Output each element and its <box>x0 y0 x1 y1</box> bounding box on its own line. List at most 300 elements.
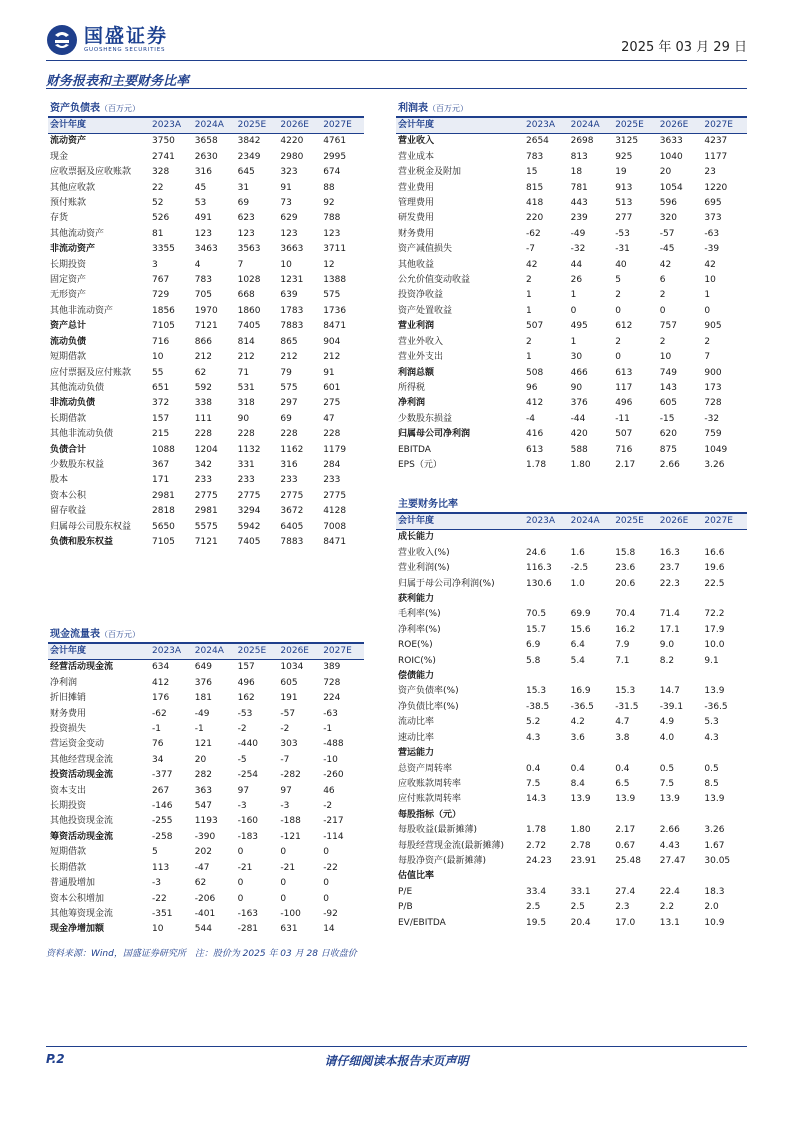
value-cell: -217 <box>323 816 344 827</box>
value-cell: 0 <box>237 893 244 904</box>
value-cell: -49 <box>570 228 586 239</box>
table-row <box>48 707 364 722</box>
value-cell: 2981 <box>194 506 218 517</box>
table-header-row <box>48 644 364 660</box>
value-cell: 575 <box>280 382 298 393</box>
value-cell: 14.3 <box>526 794 547 805</box>
row-label: 长期借款 <box>50 862 87 873</box>
table-row <box>396 150 747 165</box>
value-cell: 2.5 <box>526 902 541 913</box>
value-cell: 9.1 <box>704 655 719 666</box>
value-cell: 69.9 <box>570 609 591 620</box>
value-cell: 111 <box>194 413 212 424</box>
value-cell: 728 <box>323 677 341 688</box>
value-cell: 233 <box>194 475 212 486</box>
value-cell: 13.9 <box>615 794 636 805</box>
value-cell: 1388 <box>323 275 347 286</box>
value-cell: 2.17 <box>615 459 636 470</box>
value-cell <box>613 808 658 823</box>
value-cell: -5 <box>237 754 247 765</box>
row-label: 普通股增加 <box>50 878 96 889</box>
row-label: 营业成本 <box>398 151 435 162</box>
value-cell: 7121 <box>194 321 218 332</box>
value-cell: 0 <box>323 847 329 858</box>
value-cell: 2349 <box>237 151 261 162</box>
value-cell: 97 <box>280 785 292 796</box>
value-cell: 228 <box>280 429 298 440</box>
table-row <box>396 638 747 653</box>
value-cell: 814 <box>237 336 255 347</box>
income-statement-table <box>396 117 747 473</box>
table-row <box>48 876 364 891</box>
value-cell: 1856 <box>152 305 175 316</box>
value-cell: 507 <box>526 321 544 332</box>
value-cell <box>569 669 614 684</box>
value-cell <box>658 808 703 823</box>
row-label: 每股净资产(最新摊薄) <box>398 855 487 866</box>
value-cell: -44 <box>570 413 586 424</box>
value-cell: -49 <box>194 708 210 719</box>
value-cell <box>658 669 703 684</box>
value-cell: -21 <box>237 862 253 873</box>
value-cell: 2981 <box>152 490 175 501</box>
table-row <box>48 211 364 226</box>
value-cell: 323 <box>280 167 298 178</box>
value-cell: 1220 <box>704 182 728 193</box>
value-cell: 1.0 <box>570 578 585 589</box>
row-label: 获利能力 <box>398 594 435 605</box>
value-cell: 2.17 <box>615 825 636 836</box>
row-label: 固定资产 <box>50 275 87 286</box>
value-cell <box>702 530 747 546</box>
header-year-cell: 2027E <box>702 514 747 530</box>
value-cell: 2775 <box>237 490 261 501</box>
table-row <box>396 319 747 334</box>
header-year-cell: 2023A <box>150 118 193 134</box>
value-cell <box>702 746 747 761</box>
table-row <box>396 258 747 273</box>
row-label: 所得税 <box>398 382 426 393</box>
value-cell <box>658 592 703 607</box>
value-cell: 2.3 <box>615 902 630 913</box>
value-cell: 0 <box>615 305 621 316</box>
value-cell: 117 <box>615 382 633 393</box>
value-cell: 2654 <box>526 136 549 147</box>
value-cell: 588 <box>570 444 588 455</box>
value-cell: 728 <box>704 398 722 409</box>
value-cell: -121 <box>280 831 301 842</box>
value-cell <box>658 869 703 884</box>
header-year-cell: 2026E <box>278 644 321 660</box>
value-cell: -401 <box>194 908 216 919</box>
value-cell: 3.6 <box>570 732 585 743</box>
value-cell: 783 <box>526 151 544 162</box>
value-cell: 2995 <box>323 151 347 162</box>
value-cell: 2 <box>704 336 711 347</box>
value-cell: -2 <box>280 724 290 735</box>
value-cell: 5 <box>152 847 158 858</box>
row-label: 偿债能力 <box>398 671 435 682</box>
value-cell: 1.67 <box>704 840 725 851</box>
value-cell: -47 <box>194 862 210 873</box>
row-label: 其他筹资现金流 <box>50 908 114 919</box>
table-header-row <box>396 118 747 134</box>
value-cell: 162 <box>237 693 255 704</box>
value-cell: -377 <box>152 770 173 781</box>
table-row <box>396 458 747 473</box>
value-cell <box>569 808 614 823</box>
value-cell: 2980 <box>280 151 304 162</box>
value-cell: 2.0 <box>704 902 719 913</box>
header-year-cell: 2025E <box>236 118 279 134</box>
value-cell: 297 <box>280 398 298 409</box>
value-cell: 0 <box>704 305 711 316</box>
value-cell: 27.47 <box>659 855 686 866</box>
value-cell: 233 <box>237 475 255 486</box>
ratios-table <box>396 513 747 931</box>
value-cell: 1162 <box>280 444 304 455</box>
value-cell: 53 <box>194 198 207 209</box>
value-cell: 601 <box>323 382 341 393</box>
value-cell: 90 <box>237 413 250 424</box>
header-fiscal-year: 会计年度 <box>396 514 524 530</box>
value-cell: 23 <box>704 167 716 178</box>
value-cell: 491 <box>194 213 212 224</box>
value-cell: 3355 <box>152 244 175 255</box>
table-row <box>396 654 747 669</box>
value-cell: 6405 <box>280 521 304 532</box>
value-cell: 173 <box>704 382 722 393</box>
cash-flow-table <box>48 643 364 938</box>
value-cell: 228 <box>323 429 341 440</box>
value-cell: -4 <box>526 413 535 424</box>
value-cell: 2.66 <box>659 459 680 470</box>
value-cell: 767 <box>152 275 170 286</box>
row-label: 财务费用 <box>398 228 435 239</box>
row-label: 每股收益(最新摊薄) <box>398 825 478 836</box>
value-cell: 1179 <box>323 444 347 455</box>
value-cell: 7 <box>237 259 244 270</box>
row-label: 营业利润 <box>398 321 435 332</box>
value-cell: 1034 <box>280 662 304 673</box>
value-cell: 2 <box>615 290 621 301</box>
header-divider <box>46 60 747 61</box>
value-cell: 3294 <box>237 506 261 517</box>
value-cell: 783 <box>194 275 212 286</box>
value-cell: -2 <box>237 724 247 735</box>
value-cell: 20.6 <box>615 578 636 589</box>
value-cell: 634 <box>152 662 170 673</box>
value-cell: -146 <box>152 801 173 812</box>
table-row <box>48 922 364 937</box>
value-cell: 10 <box>280 259 292 270</box>
value-cell: 113 <box>152 862 170 873</box>
row-label: 其他收益 <box>398 259 435 270</box>
value-cell: 73 <box>280 198 292 209</box>
value-cell: 15.7 <box>526 624 547 635</box>
value-cell: 1860 <box>237 305 261 316</box>
value-cell: -3 <box>152 878 161 889</box>
header-year-cell: 2026E <box>278 118 321 134</box>
value-cell: -63 <box>323 708 338 719</box>
value-cell: -281 <box>237 924 259 935</box>
header-year-cell: 2023A <box>524 118 569 134</box>
value-cell: 813 <box>570 151 588 162</box>
table-row <box>48 366 364 381</box>
row-label: EV/EBITDA <box>398 917 446 928</box>
table-row <box>48 784 364 799</box>
header-year-cell: 2024A <box>193 118 236 134</box>
table-row <box>396 885 747 900</box>
value-cell: 1.78 <box>526 459 547 470</box>
table-row <box>396 839 747 854</box>
section-title: 财务报表和主要财务比率 <box>46 74 190 89</box>
value-cell: -21 <box>280 862 296 873</box>
row-label: 其他应收款 <box>50 182 96 193</box>
row-label: 无形资产 <box>50 290 87 301</box>
value-cell: 97 <box>237 785 250 796</box>
value-cell: 0.5 <box>659 763 675 774</box>
value-cell: 275 <box>323 398 341 409</box>
value-cell: 674 <box>323 167 341 178</box>
value-cell: 19.6 <box>704 563 725 574</box>
value-cell: 2775 <box>194 490 218 501</box>
value-cell: 69 <box>280 413 292 424</box>
value-cell: 202 <box>194 847 212 858</box>
page-number: P.2 <box>46 1052 65 1066</box>
row-label: 短期借款 <box>50 847 87 858</box>
value-cell: 865 <box>280 336 298 347</box>
value-cell: 900 <box>704 367 722 378</box>
value-cell: 212 <box>280 352 298 363</box>
row-label: 归属母公司股东权益 <box>50 521 132 532</box>
value-cell: 24.23 <box>526 855 552 866</box>
value-cell: 215 <box>152 429 170 440</box>
value-cell: 181 <box>194 693 212 704</box>
row-label: 总资产周转率 <box>398 763 453 774</box>
table-row <box>48 722 364 737</box>
value-cell: 342 <box>194 459 212 470</box>
value-cell: 507 <box>615 429 633 440</box>
value-cell: 91 <box>280 182 292 193</box>
value-cell: 176 <box>152 693 170 704</box>
value-cell: -10 <box>323 754 338 765</box>
row-label: EBITDA <box>398 444 431 455</box>
value-cell: -57 <box>659 228 675 239</box>
value-cell: 925 <box>615 151 633 162</box>
value-cell: 34 <box>152 754 164 765</box>
value-cell: 7121 <box>194 536 218 547</box>
value-cell: 1040 <box>659 151 683 162</box>
value-cell: 277 <box>615 213 633 224</box>
income-statement-unit: （百万元） <box>428 104 468 113</box>
header-year-cell: 2027E <box>321 118 364 134</box>
row-label: 每股经营现金流(最新摊薄) <box>398 840 505 851</box>
value-cell: -390 <box>194 831 216 842</box>
row-label: 净利润 <box>398 398 426 409</box>
value-cell: 668 <box>237 290 255 301</box>
row-label: 资产总计 <box>50 321 87 332</box>
table-row <box>48 520 364 535</box>
value-cell: 13.9 <box>704 794 725 805</box>
table-row <box>396 530 747 546</box>
value-cell: 71.4 <box>659 609 680 620</box>
row-label: 速动比率 <box>398 732 435 743</box>
value-cell: 4.0 <box>659 732 675 743</box>
value-cell: 1177 <box>704 151 728 162</box>
value-cell: 7.1 <box>615 655 630 666</box>
table-row <box>48 412 364 427</box>
value-cell: 31 <box>237 182 250 193</box>
row-label: 负债和股东权益 <box>50 536 114 547</box>
table-row <box>396 684 747 699</box>
value-cell: 5.8 <box>526 655 541 666</box>
value-cell: 705 <box>194 290 212 301</box>
row-label: 每股指标（元） <box>398 809 462 820</box>
value-cell: -15 <box>659 413 675 424</box>
value-cell: 2698 <box>570 136 594 147</box>
value-cell: 757 <box>659 321 677 332</box>
row-label: 非流动资产 <box>50 244 96 255</box>
row-label: 其他非流动资产 <box>50 305 114 316</box>
value-cell: -258 <box>152 831 173 842</box>
value-cell: 9.0 <box>659 640 675 651</box>
value-cell: 191 <box>280 693 298 704</box>
value-cell: 4.2 <box>570 717 585 728</box>
table-row <box>396 211 747 226</box>
value-cell: 14 <box>323 924 335 935</box>
value-cell: 1 <box>570 290 577 301</box>
value-cell: 5 <box>615 275 621 286</box>
table-row <box>48 768 364 783</box>
value-cell: 13.9 <box>704 686 725 697</box>
header-year-cell: 2024A <box>569 118 614 134</box>
value-cell: -183 <box>237 831 259 842</box>
value-cell: -11 <box>615 413 630 424</box>
balance-sheet-title: 资产负债表 <box>50 103 100 114</box>
value-cell: 1132 <box>237 444 261 455</box>
value-cell: 592 <box>194 382 212 393</box>
value-cell: 20.4 <box>570 917 591 928</box>
value-cell: -351 <box>152 908 173 919</box>
value-cell: 0 <box>280 847 287 858</box>
value-cell: 1231 <box>280 275 304 286</box>
value-cell: 1.78 <box>526 825 547 836</box>
value-cell: 27.4 <box>615 886 636 897</box>
value-cell: 23.6 <box>615 563 636 574</box>
value-cell: 8471 <box>323 321 347 332</box>
value-cell: 121 <box>194 739 212 750</box>
value-cell: 22.3 <box>659 578 680 589</box>
value-cell: 15.3 <box>526 686 547 697</box>
table-row <box>48 196 364 211</box>
value-cell: 623 <box>237 213 255 224</box>
value-cell: 376 <box>570 398 588 409</box>
table-row <box>396 561 747 576</box>
value-cell: 1.80 <box>570 825 591 836</box>
value-cell: 30 <box>570 352 583 363</box>
value-cell: 5575 <box>194 521 218 532</box>
value-cell <box>569 746 614 761</box>
value-cell: -254 <box>237 770 259 781</box>
value-cell: 22.5 <box>704 578 725 589</box>
header-year-cell: 2025E <box>613 118 658 134</box>
row-label: 其他流动资产 <box>50 228 105 239</box>
value-cell: 1028 <box>237 275 261 286</box>
value-cell: 2775 <box>280 490 304 501</box>
value-cell: 228 <box>194 429 212 440</box>
value-cell: 596 <box>659 198 677 209</box>
balance-sheet-table <box>48 117 364 550</box>
value-cell: 3633 <box>659 136 683 147</box>
value-cell: 62 <box>194 367 207 378</box>
row-label: 应付账款周转率 <box>398 794 462 805</box>
table-row <box>396 762 747 777</box>
value-cell: 10.0 <box>704 640 725 651</box>
value-cell: 92 <box>323 198 335 209</box>
value-cell: 575 <box>323 290 341 301</box>
value-cell: 875 <box>659 444 677 455</box>
value-cell <box>658 530 703 546</box>
value-cell: 79 <box>280 367 292 378</box>
value-cell: 7.5 <box>526 778 541 789</box>
value-cell: 123 <box>280 228 298 239</box>
value-cell: 5.3 <box>704 717 719 728</box>
value-cell: 224 <box>323 693 341 704</box>
table-row <box>48 535 364 550</box>
logo-chinese-name: 国盛证券 <box>84 25 169 47</box>
value-cell: 72.2 <box>704 609 725 620</box>
table-header-row <box>48 118 364 134</box>
footer-disclaimer: 请仔细阅读本报告末页声明 <box>324 1054 469 1068</box>
header-year-cell: 2025E <box>236 644 279 660</box>
row-label: 少数股东权益 <box>50 459 105 470</box>
value-cell: 44 <box>570 259 583 270</box>
value-cell: 71 <box>237 367 250 378</box>
value-cell: 42 <box>659 259 672 270</box>
row-label: 营业利润(%) <box>398 563 450 574</box>
cash-flow-title: 现金流量表 <box>50 629 100 640</box>
value-cell: 2 <box>659 336 666 347</box>
value-cell: 1088 <box>152 444 175 455</box>
value-cell: 639 <box>280 290 298 301</box>
row-label: 成长能力 <box>398 532 435 543</box>
table-row <box>396 412 747 427</box>
table-row <box>48 242 364 257</box>
row-label: 归属于母公司净利润(%) <box>398 578 495 589</box>
value-cell: 25.48 <box>615 855 641 866</box>
value-cell: 0 <box>323 878 329 889</box>
value-cell: 7883 <box>280 321 304 332</box>
value-cell: -1 <box>152 724 161 735</box>
table-row <box>396 623 747 638</box>
value-cell: 5.4 <box>570 655 585 666</box>
value-cell: 7.9 <box>615 640 630 651</box>
value-cell: 1 <box>526 290 532 301</box>
value-cell: 26 <box>570 275 583 286</box>
value-cell: 96 <box>526 382 538 393</box>
value-cell: 1204 <box>194 444 218 455</box>
table-row <box>396 669 747 684</box>
value-cell: 123 <box>194 228 212 239</box>
row-label: 营业外支出 <box>398 352 444 363</box>
row-label: 投资净收益 <box>398 290 444 301</box>
value-cell: 866 <box>194 336 212 347</box>
value-cell: 88 <box>323 182 335 193</box>
value-cell: 496 <box>237 677 255 688</box>
value-cell: 2818 <box>152 506 175 517</box>
table-row <box>48 227 364 242</box>
